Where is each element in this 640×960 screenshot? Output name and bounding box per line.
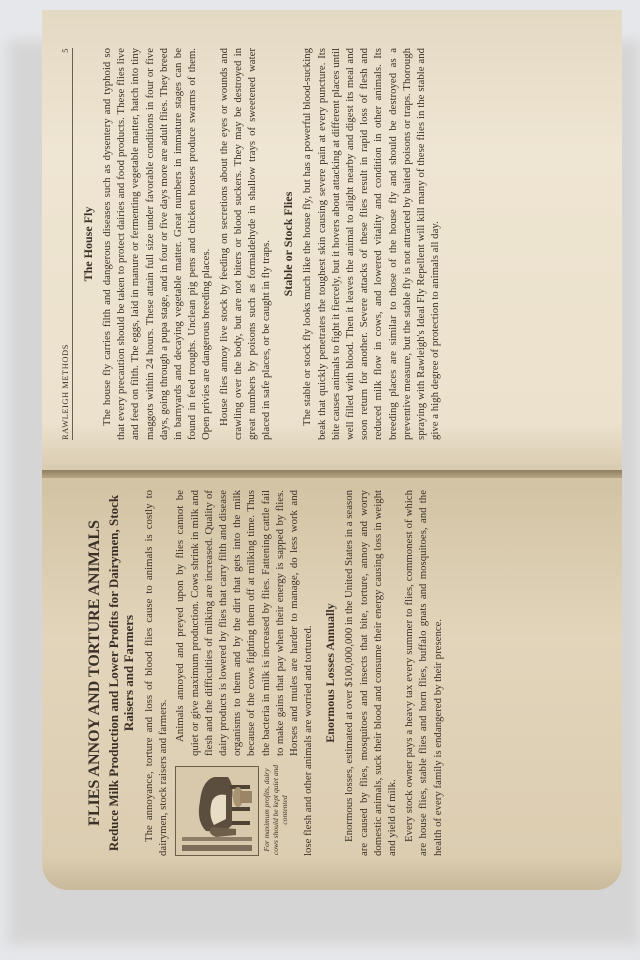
house-fly-paragraph-1: The house fly carries filth and dangerous diseases such as dysentery and typhoid so that every precaution should be taken to protect dairies and food products. These flies live and feed on filth. The eggs, laid in manure or fermenting vegetable matter, hatch into tiny maggots within 24 hours. These attain full size under favorable conditions in four or five days, going through a pupa stage, and in four or five days more are adult flies. They breed in barnyards and decaying vegetable matter. Great numbers in immature stages can be found in feed troughs. Unclean pig pens and chicken houses produce swarms of them. Open privies are dangerous breeding places. <box>101 48 213 440</box>
section-heading-house-fly: The House Fly <box>81 206 95 282</box>
section-heading-losses: Enormous Losses Annually <box>323 603 338 743</box>
running-head-title: RAWLEIGH METHODS <box>60 344 70 440</box>
illustration-caption: For maximum profits, dairy cows should be kept quiet and contented <box>262 764 290 856</box>
illustration-block <box>175 764 289 856</box>
headline: FLIES ANNOY AND TORTURE ANIMALS <box>86 520 103 826</box>
stable-fly-paragraph: The stable or stock fly looks much like the house fly, but has a powerful blood-sucking beak that quickly penetrates the toughest skin causing severe pain at every puncture. Its bite causes animals to fight it fiercely, but it hovers about attacking at different places until well filled with blood. Then it leaves the animal to alight nearby and digest its meal and soon return for another. Severe attacks of these flies result in rapid loss of flesh and reduced milk flow in cows, and lowered vitality and condition in other animals. Its breeding places are similar to those of the house fly and should be destroyed as a preventive measure, but the stable fly is not attracted by baited poisons or traps. Thorough spraying with Rawleigh's Ideal Fly Repellent will kill many of these flies in the stable and give a high degree of protection to animals all day. <box>301 48 442 440</box>
losses-paragraph-1: Enormous losses, estimated at over $100,000,000 in the United States in a season are caused by flies, mosquitoes and insects that bite, torture, annoy and worry domestic animals, suck their blood and consume their energy causing loss in weight and yield of milk. <box>343 490 399 856</box>
left-page <box>42 470 622 890</box>
running-header <box>60 48 73 440</box>
losses-paragraph-2: Every stock owner pays a heavy tax every summer to flies, commonest of which are house flies, stable flies and horn flies, buffalo gnats and mosquitoes, and the health of every family is endangered by their presence. <box>403 490 444 856</box>
milking-cow-illustration <box>175 766 259 856</box>
page-number: 5 <box>60 48 70 53</box>
body-paragraph: Animals annoyed and preyed upon by flies cannot be quiet or give maximum production. Cows shrink in milk and flesh and the difficulties of milking are increased. Quality of dairy products is lowered by flies that carry filth and disease organisms to them and by the dirt that gets into the milk because of the cows fighting them off at milking time. Thus the bacteria in milk is increased by flies. Fattening cattle fail to make gains that pay when their energy is sapped by flies. Horses and mules are harder to manage, do less work and lose flesh and other animals are worried and tortured. <box>174 490 315 856</box>
house-fly-paragraph-2: House flies annoy live stock by feeding on secretions about the eyes or wounds and crawling over the body, but are not biters or blood suckers. They may be destroyed in great numbers by poisons such as formaldehyde in shallow trays of sweetened water placed in safe places, or be caught in fly traps. <box>217 48 273 440</box>
subheadline: Reduce Milk Production and Lower Profits for Dairymen, Stock Raisers and Farmers <box>106 494 136 852</box>
section-heading-stable-fly: Stable or Stock Flies <box>281 191 296 297</box>
intro-paragraph: The annoyance, torture and loss of blood flies cause to animals is costly to dairymen, stock raisers and farmers. <box>143 490 170 856</box>
booklet-spread <box>42 10 622 890</box>
right-page <box>42 10 622 470</box>
